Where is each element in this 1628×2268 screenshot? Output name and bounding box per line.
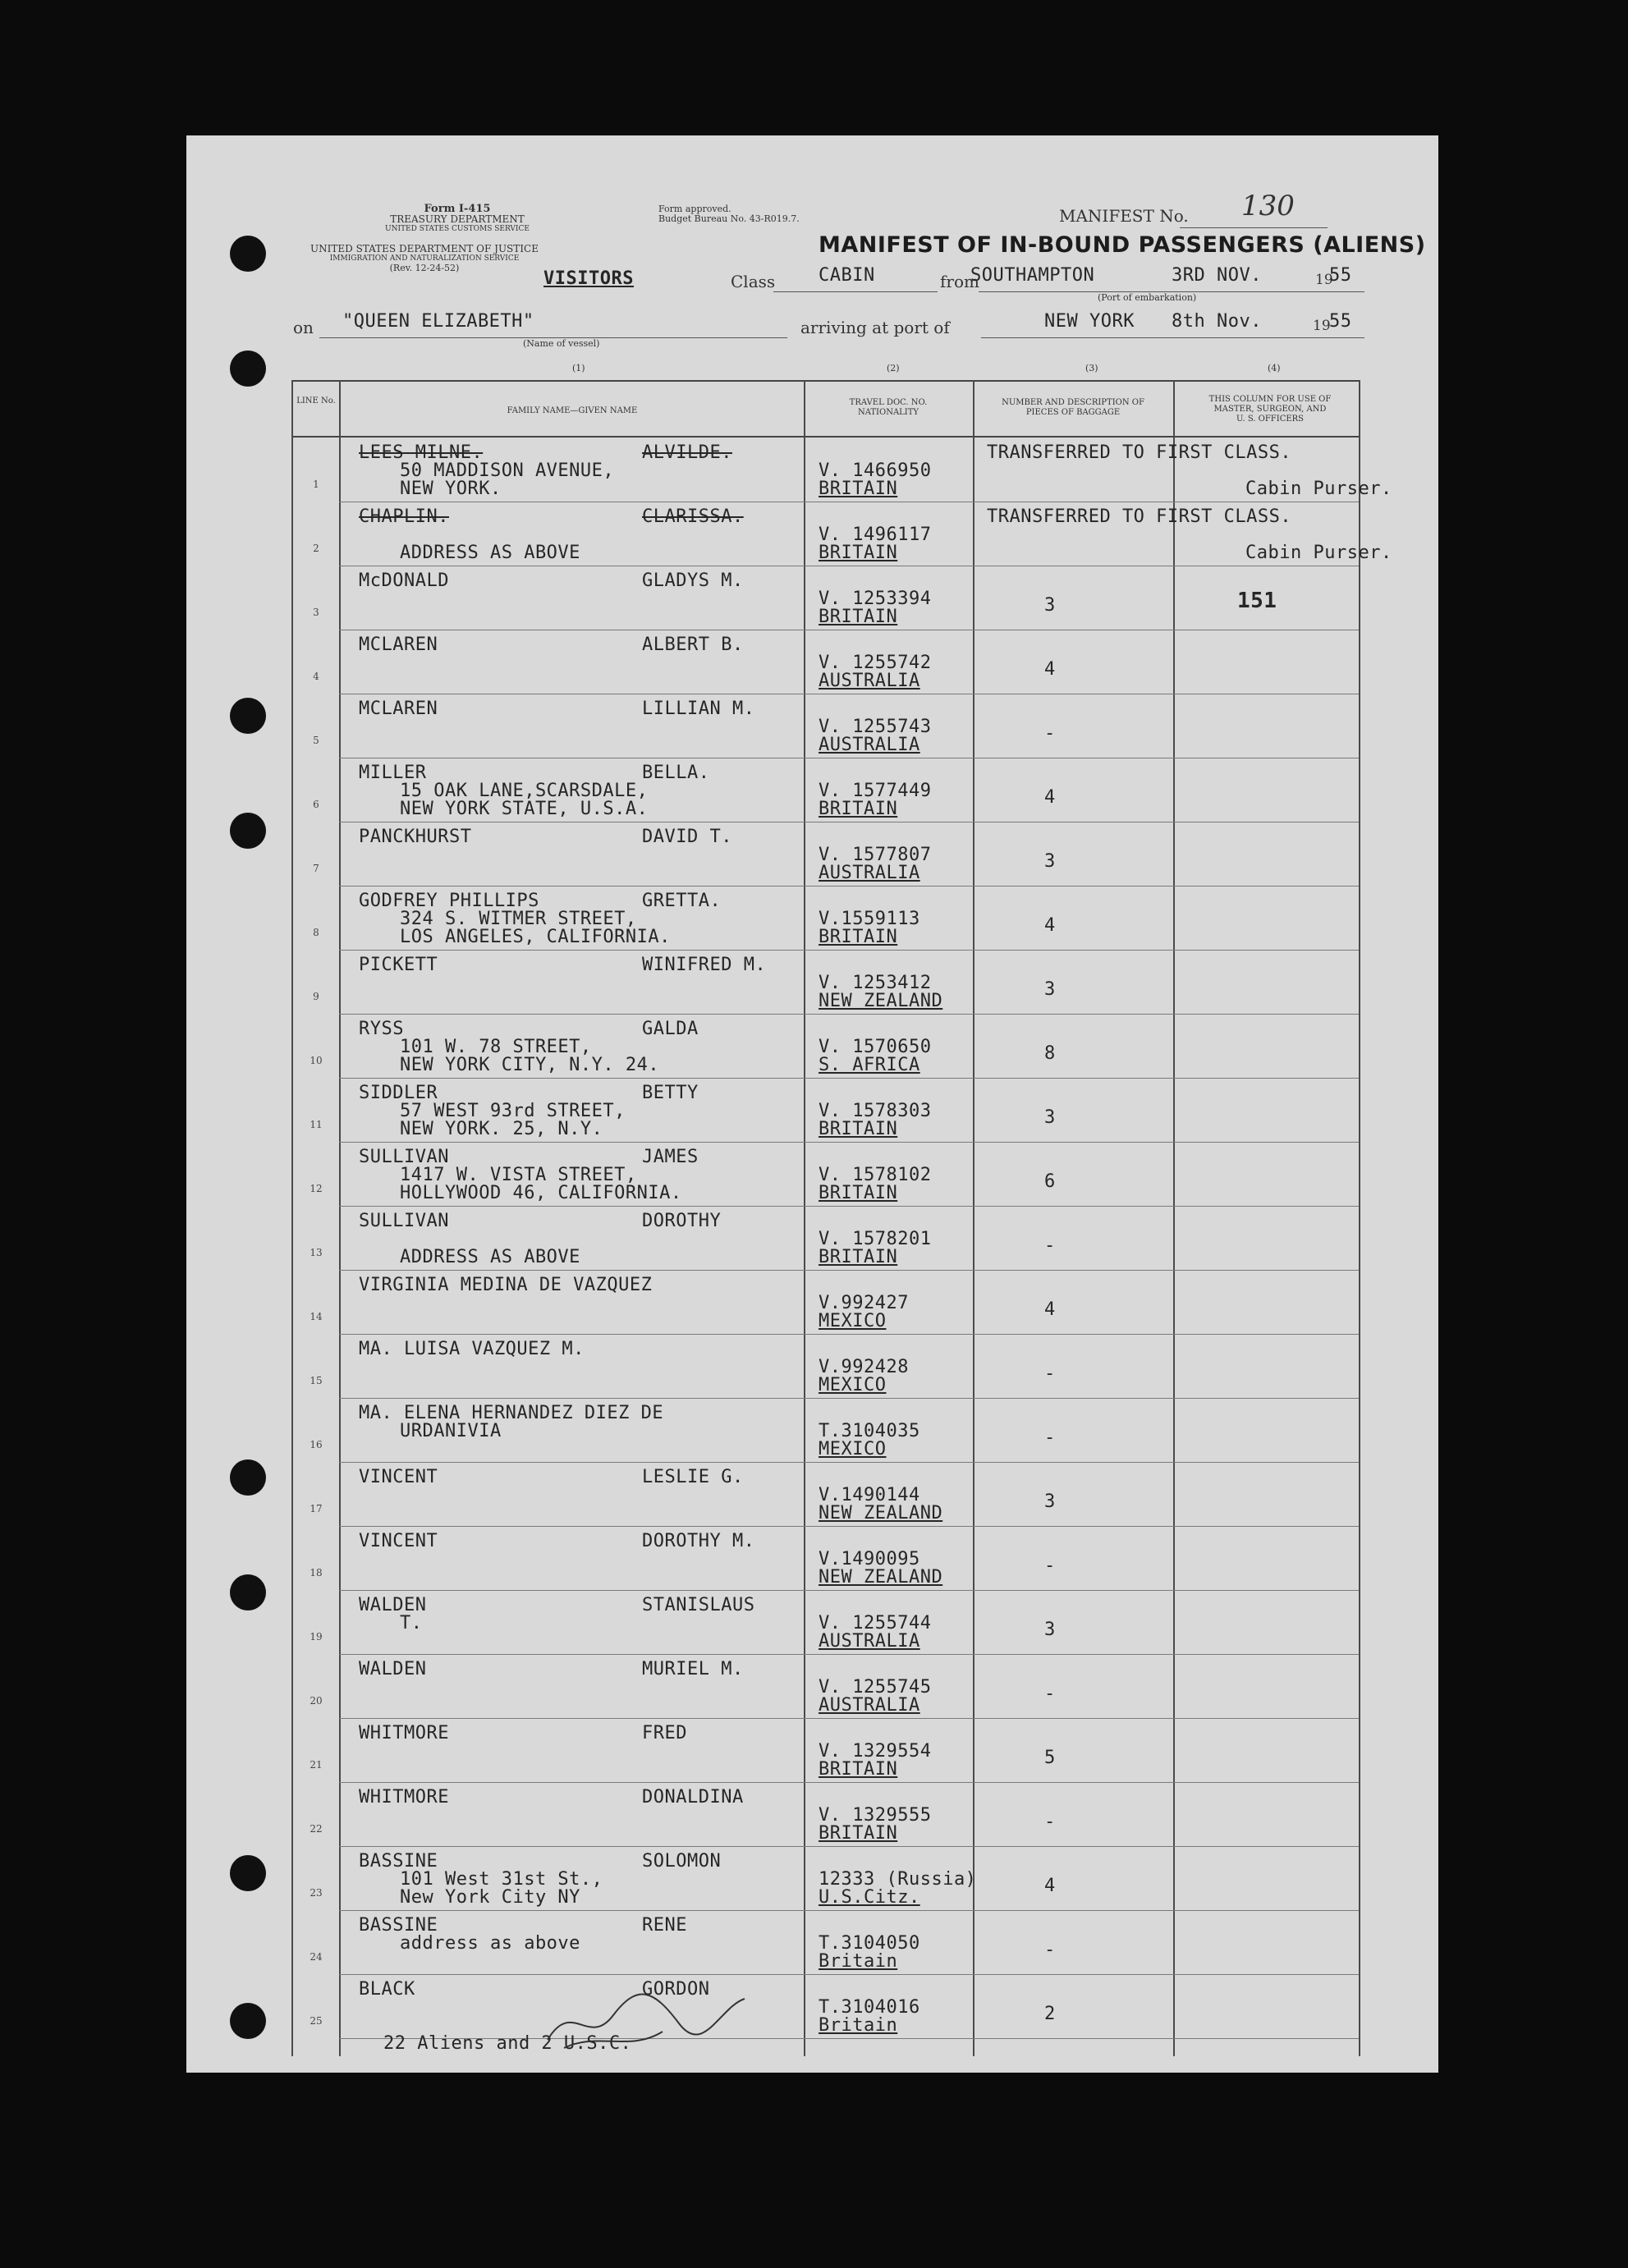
nationality: BRITAIN <box>819 607 898 627</box>
row-divider <box>339 1270 1359 1271</box>
address-line-1: 57 WEST 93rd STREET, <box>400 1101 626 1121</box>
line-number: 11 <box>310 1119 323 1130</box>
travel-doc-number: V. 1577807 <box>819 845 932 865</box>
family-name: LEES-MILNE. <box>359 442 484 463</box>
nationality: NEW ZEALAND <box>819 991 943 1011</box>
address-line-2: HOLLYWOOD 46, CALIFORNIA. <box>400 1183 682 1203</box>
row-divider <box>339 1846 1359 1847</box>
arrival-date: 8th Nov. <box>1172 311 1262 332</box>
address-line-2: ADDRESS AS ABOVE <box>400 1247 580 1267</box>
baggage-count: 6 <box>1044 1171 1056 1192</box>
dept-treasury: TREASURY DEPARTMENT <box>390 213 525 225</box>
baggage-count: 3 <box>1044 1491 1056 1512</box>
address-line-1: T. <box>400 1613 423 1633</box>
table-header-border <box>291 436 1359 438</box>
travel-doc-number: V.1490095 <box>819 1549 920 1569</box>
name-divider <box>804 380 805 2056</box>
address-line-2: NEW YORK CITY, N.Y. 24. <box>400 1055 660 1075</box>
family-name: McDONALD <box>359 570 449 591</box>
baggage-count: 4 <box>1044 1299 1056 1320</box>
footer-total: 22 Aliens and 2 U.S.C. <box>383 2033 632 2054</box>
manifest-no-line <box>1180 227 1328 228</box>
travel-doc-number: T.3104035 <box>819 1421 920 1441</box>
from-label: from <box>940 272 979 291</box>
address-line-1: 50 MADDISON AVENUE, <box>400 460 615 481</box>
nationality: S. AFRICA <box>819 1055 920 1075</box>
travel-doc-number: V. 1253412 <box>819 973 932 993</box>
line-number: 3 <box>313 607 319 618</box>
manifest-no-value: 130 <box>1241 190 1295 222</box>
given-name: DONALDINA <box>642 1787 744 1808</box>
baggage-count: 3 <box>1044 1107 1056 1128</box>
nationality: BRITAIN <box>819 1823 898 1844</box>
row-divider <box>339 1334 1359 1335</box>
baggage-count: - <box>1044 1556 1056 1576</box>
given-name: BELLA. <box>642 763 710 783</box>
line-number: 1 <box>313 479 319 490</box>
travel-doc-number: T.3104050 <box>819 1933 920 1954</box>
family-name: SULLIVAN <box>359 1211 449 1231</box>
line-number: 12 <box>310 1183 323 1194</box>
header-name: FAMILY NAME—GIVEN NAME <box>507 406 638 415</box>
family-name: VINCENT <box>359 1467 438 1487</box>
nationality: U.S.Citz. <box>819 1887 920 1908</box>
punch-hole <box>230 813 266 849</box>
travel-doc-number: V. 1253394 <box>819 589 932 609</box>
row-divider <box>339 1974 1359 1975</box>
row-divider <box>339 1526 1359 1527</box>
line-number: 16 <box>310 1439 323 1450</box>
travel-doc-number: V. 1329555 <box>819 1805 932 1826</box>
line-number: 21 <box>310 1759 323 1771</box>
travel-doc-number: V. 1466950 <box>819 460 932 481</box>
line-number: 6 <box>313 799 319 810</box>
row-divider <box>339 1590 1359 1591</box>
class-value: CABIN <box>819 265 875 286</box>
nationality: AUSTRALIA <box>819 671 920 691</box>
form-approved-block <box>658 204 800 224</box>
given-name: MURIEL M. <box>642 1659 744 1679</box>
row-divider <box>339 1910 1359 1911</box>
punch-hole <box>230 698 266 734</box>
punch-hole <box>230 2003 266 2039</box>
family-name: MILLER <box>359 763 427 783</box>
nationality: BRITAIN <box>819 1247 898 1267</box>
nationality: Britain <box>819 2015 898 2036</box>
nationality: BRITAIN <box>819 1119 898 1139</box>
purser-note: Cabin Purser. <box>1245 479 1392 499</box>
doc-divider <box>973 380 975 2056</box>
line-number: 7 <box>313 863 319 874</box>
row-divider <box>339 1782 1359 1783</box>
family-name: MA. ELENA HERNANDEZ DIEZ DE <box>359 1403 664 1423</box>
travel-doc-number: V. 1255745 <box>819 1677 932 1698</box>
address-line-2: NEW YORK. 25, N.Y. <box>400 1119 603 1139</box>
line-number: 19 <box>310 1631 323 1643</box>
dept-justice-block <box>289 244 560 273</box>
budget-bureau: Budget Bureau No. 43-R019.7. <box>658 213 800 224</box>
travel-doc-number: V. 1255743 <box>819 717 932 737</box>
line-number: 14 <box>310 1311 323 1322</box>
class-label: Class <box>731 272 776 291</box>
punch-hole <box>230 1855 266 1891</box>
nationality: MEXICO <box>819 1375 887 1395</box>
travel-doc-number: V. 1578303 <box>819 1101 932 1121</box>
baggage-count: 2 <box>1044 2004 1056 2024</box>
baggage-count: - <box>1044 1427 1056 1448</box>
port-of-embarkation: SOUTHAMPTON <box>970 265 1095 286</box>
given-name: DAVID T. <box>642 827 732 847</box>
family-name: MA. LUISA VAZQUEZ M. <box>359 1339 585 1359</box>
baggage-count: 3 <box>1044 1620 1056 1640</box>
baggage-count: 4 <box>1044 787 1056 808</box>
travel-doc-number: V. 1570650 <box>819 1037 932 1057</box>
baggage-count: 4 <box>1044 915 1056 936</box>
row-divider <box>339 1014 1359 1015</box>
given-name: BETTY <box>642 1083 699 1103</box>
table-left-border <box>291 380 293 2056</box>
baggage-count: - <box>1044 723 1056 744</box>
given-name: RENE <box>642 1915 687 1936</box>
form-approved: Form approved. <box>658 204 731 214</box>
given-name: GALDA <box>642 1019 699 1039</box>
address-line-1: address as above <box>400 1933 580 1954</box>
year-prefix-2: 19 <box>1313 318 1331 334</box>
baggage-divider <box>1173 380 1175 2056</box>
given-name: DOROTHY M. <box>642 1531 755 1551</box>
line-number: 9 <box>313 991 319 1002</box>
given-name: STANISLAUS <box>642 1595 755 1615</box>
family-name: MCLAREN <box>359 635 438 655</box>
travel-doc-number: V. 1578102 <box>819 1165 932 1185</box>
baggage-count: - <box>1044 1940 1056 1960</box>
row-divider <box>339 1462 1359 1463</box>
address-line-2: NEW YORK. <box>400 479 502 499</box>
line-number: 13 <box>310 1247 323 1258</box>
address-line-2: ADDRESS AS ABOVE <box>400 543 580 563</box>
nationality: Britain <box>819 1951 898 1972</box>
family-name: VIRGINIA MEDINA DE VAZQUEZ <box>359 1275 653 1295</box>
row-divider <box>339 1398 1359 1399</box>
family-name: BLACK <box>359 1979 415 2000</box>
address-line-1: 101 W. 78 STREET, <box>400 1037 592 1057</box>
line-number: 4 <box>313 671 319 682</box>
travel-doc-number: V. 1577449 <box>819 781 932 801</box>
family-name: VINCENT <box>359 1531 438 1551</box>
given-name: LESLIE G. <box>642 1467 744 1487</box>
purser-note: Cabin Purser. <box>1245 543 1392 563</box>
manifest-title: MANIFEST OF IN-BOUND PASSENGERS (ALIENS) <box>819 232 1426 258</box>
nationality: NEW ZEALAND <box>819 1567 943 1588</box>
transfer-note: TRANSFERRED TO FIRST CLASS. <box>987 442 1292 463</box>
col-num-3: (3) <box>1085 363 1098 373</box>
baggage-count: 3 <box>1044 979 1056 1000</box>
year-1: 55 <box>1329 265 1352 286</box>
line-number: 20 <box>310 1695 323 1707</box>
baggage-count: 3 <box>1044 595 1056 616</box>
given-name: SOLOMON <box>642 1851 722 1872</box>
given-name: GORDON <box>642 1979 710 2000</box>
nationality: BRITAIN <box>819 927 898 947</box>
line-number: 23 <box>310 1887 323 1899</box>
embarkation-date: 3RD NOV. <box>1172 265 1262 286</box>
dept-justice-sub: IMMIGRATION AND NATURALIZATION SERVICE <box>329 254 520 263</box>
category-visitors: VISITORS <box>543 268 634 289</box>
baggage-count: 4 <box>1044 1876 1056 1896</box>
nationality: NEW ZEALAND <box>819 1503 943 1523</box>
travel-doc-number: V. 1578201 <box>819 1229 932 1249</box>
line-number: 17 <box>310 1503 323 1514</box>
travel-doc-number: 12333 (Russia) <box>819 1869 977 1890</box>
address-line-2: NEW YORK STATE, U.S.A. <box>400 799 649 819</box>
family-name: WALDEN <box>359 1595 427 1615</box>
port-embarkation-caption: (Port of embarkation) <box>1098 292 1197 303</box>
given-name: LILLIAN M. <box>642 699 755 719</box>
given-name: GRETTA. <box>642 891 722 911</box>
nationality: MEXICO <box>819 1439 887 1459</box>
table-top-border <box>291 380 1359 382</box>
signature-scribble <box>539 1982 753 2056</box>
header-travel-doc: TRAVEL DOC. NO. NATIONALITY <box>849 398 928 417</box>
line-number: 5 <box>313 735 319 746</box>
manifest-no-label: MANIFEST No. <box>1059 206 1189 226</box>
dept-justice: UNITED STATES DEPARTMENT OF JUSTICE <box>310 243 539 254</box>
row-divider <box>339 1206 1359 1207</box>
nationality: BRITAIN <box>819 1183 898 1203</box>
family-name: BASSINE <box>359 1851 438 1872</box>
line-number: 18 <box>310 1567 323 1578</box>
travel-doc-number: V.1490144 <box>819 1485 920 1505</box>
transfer-note: TRANSFERRED TO FIRST CLASS. <box>987 506 1292 527</box>
family-name: SIDDLER <box>359 1083 438 1103</box>
line-number: 24 <box>310 1951 323 1963</box>
nationality: BRITAIN <box>819 1759 898 1780</box>
year-2: 55 <box>1329 311 1352 332</box>
row-divider <box>339 1654 1359 1655</box>
nationality: AUSTRALIA <box>819 735 920 755</box>
form-number-block <box>375 204 539 234</box>
manifest-sheet <box>186 135 1438 2073</box>
punch-hole <box>230 1574 266 1611</box>
travel-doc-number: V.992427 <box>819 1293 909 1313</box>
form-revision: (Rev. 12-24-52) <box>389 263 460 273</box>
address-line-2: LOS ANGELES, CALIFORNIA. <box>400 927 671 947</box>
col-num-2: (2) <box>887 363 900 373</box>
header-baggage: NUMBER AND DESCRIPTION OF PIECES OF BAGGAGE <box>1002 398 1144 417</box>
row-divider <box>339 1142 1359 1143</box>
baggage-count: 5 <box>1044 1748 1056 1768</box>
line-number: 2 <box>313 543 319 554</box>
col-num-4: (4) <box>1268 363 1281 373</box>
row-divider <box>339 886 1359 887</box>
line-number: 22 <box>310 1823 323 1835</box>
baggage-count: - <box>1044 1812 1056 1832</box>
vessel-caption: (Name of vessel) <box>523 338 600 349</box>
address-line-1: URDANIVIA <box>400 1421 502 1441</box>
on-label: on <box>293 318 314 337</box>
punch-hole <box>230 1459 266 1496</box>
baggage-count: - <box>1044 1235 1056 1256</box>
address-line-2: New York City NY <box>400 1887 580 1908</box>
row-divider <box>339 1078 1359 1079</box>
nationality: AUSTRALIA <box>819 1695 920 1716</box>
given-name: CLARISSA. <box>642 506 744 527</box>
family-name: SULLIVAN <box>359 1147 449 1167</box>
travel-doc-number: V. 1496117 <box>819 525 932 545</box>
family-name: WHITMORE <box>359 1787 449 1808</box>
baggage-count: 4 <box>1044 659 1056 680</box>
family-name: PICKETT <box>359 955 438 975</box>
travel-doc-number: V. 1329554 <box>819 1741 932 1762</box>
family-name: WALDEN <box>359 1659 427 1679</box>
baggage-count: - <box>1044 1684 1056 1704</box>
nationality: AUSTRALIA <box>819 863 920 883</box>
punch-hole <box>230 236 266 272</box>
line-no-divider <box>339 380 341 2056</box>
header-line-no: LINE No. <box>296 396 336 405</box>
row-divider <box>339 1718 1359 1719</box>
year-prefix-1: 19 <box>1315 272 1333 288</box>
vessel-name: "QUEEN ELIZABETH" <box>342 311 534 332</box>
family-name: MCLAREN <box>359 699 438 719</box>
dept-treasury-sub: UNITED STATES CUSTOMS SERVICE <box>385 225 530 233</box>
family-name: BASSINE <box>359 1915 438 1936</box>
given-name: DOROTHY <box>642 1211 722 1231</box>
baggage-count: 3 <box>1044 851 1056 872</box>
col-num-1: (1) <box>572 363 585 373</box>
line-number: 10 <box>310 1055 323 1066</box>
address-line-1: 324 S. WITMER STREET, <box>400 909 637 929</box>
nationality: BRITAIN <box>819 543 898 563</box>
family-name: CHAPLIN. <box>359 506 449 527</box>
nationality: BRITAIN <box>819 799 898 819</box>
given-name: JAMES <box>642 1147 699 1167</box>
arriving-label: arriving at port of <box>800 318 950 337</box>
given-name: ALVILDE. <box>642 442 732 463</box>
row-divider <box>339 950 1359 951</box>
line-number: 8 <box>313 927 319 938</box>
given-name: WINIFRED M. <box>642 955 767 975</box>
travel-doc-number: V. 1255742 <box>819 653 932 673</box>
punch-hole <box>230 351 266 387</box>
nationality: MEXICO <box>819 1311 887 1331</box>
nationality: AUSTRALIA <box>819 1631 920 1652</box>
form-number: Form I-415 <box>424 203 491 215</box>
given-name: GLADYS M. <box>642 570 744 591</box>
arrival-port: NEW YORK <box>1044 311 1135 332</box>
travel-doc-number: V.1559113 <box>819 909 920 929</box>
baggage-count: 8 <box>1044 1043 1056 1064</box>
address-line-1: 101 West 31st St., <box>400 1869 603 1890</box>
family-name: WHITMORE <box>359 1723 449 1743</box>
class-line <box>773 291 938 292</box>
nationality: BRITAIN <box>819 479 898 499</box>
family-name: PANCKHURST <box>359 827 472 847</box>
family-name: RYSS <box>359 1019 404 1039</box>
address-line-1: 1417 W. VISTA STREET, <box>400 1165 637 1185</box>
travel-doc-number: V.992428 <box>819 1357 909 1377</box>
given-name: ALBERT B. <box>642 635 744 655</box>
line-number: 15 <box>310 1375 323 1386</box>
address-line-1: 15 OAK LANE,SCARSDALE, <box>400 781 649 801</box>
baggage-count: - <box>1044 1363 1056 1384</box>
given-name: FRED <box>642 1723 687 1743</box>
line-number: 25 <box>310 2015 323 2027</box>
header-officers: THIS COLUMN FOR USE OF MASTER, SURGEON, AND U. S. OFFICERS <box>1208 395 1332 424</box>
travel-doc-number: T.3104016 <box>819 1997 920 2018</box>
table-right-border <box>1359 380 1360 2056</box>
arrival-line <box>981 337 1364 338</box>
travel-doc-number: V. 1255744 <box>819 1613 932 1633</box>
officer-note: 151 <box>1237 589 1277 613</box>
family-name: GODFREY PHILLIPS <box>359 891 539 911</box>
